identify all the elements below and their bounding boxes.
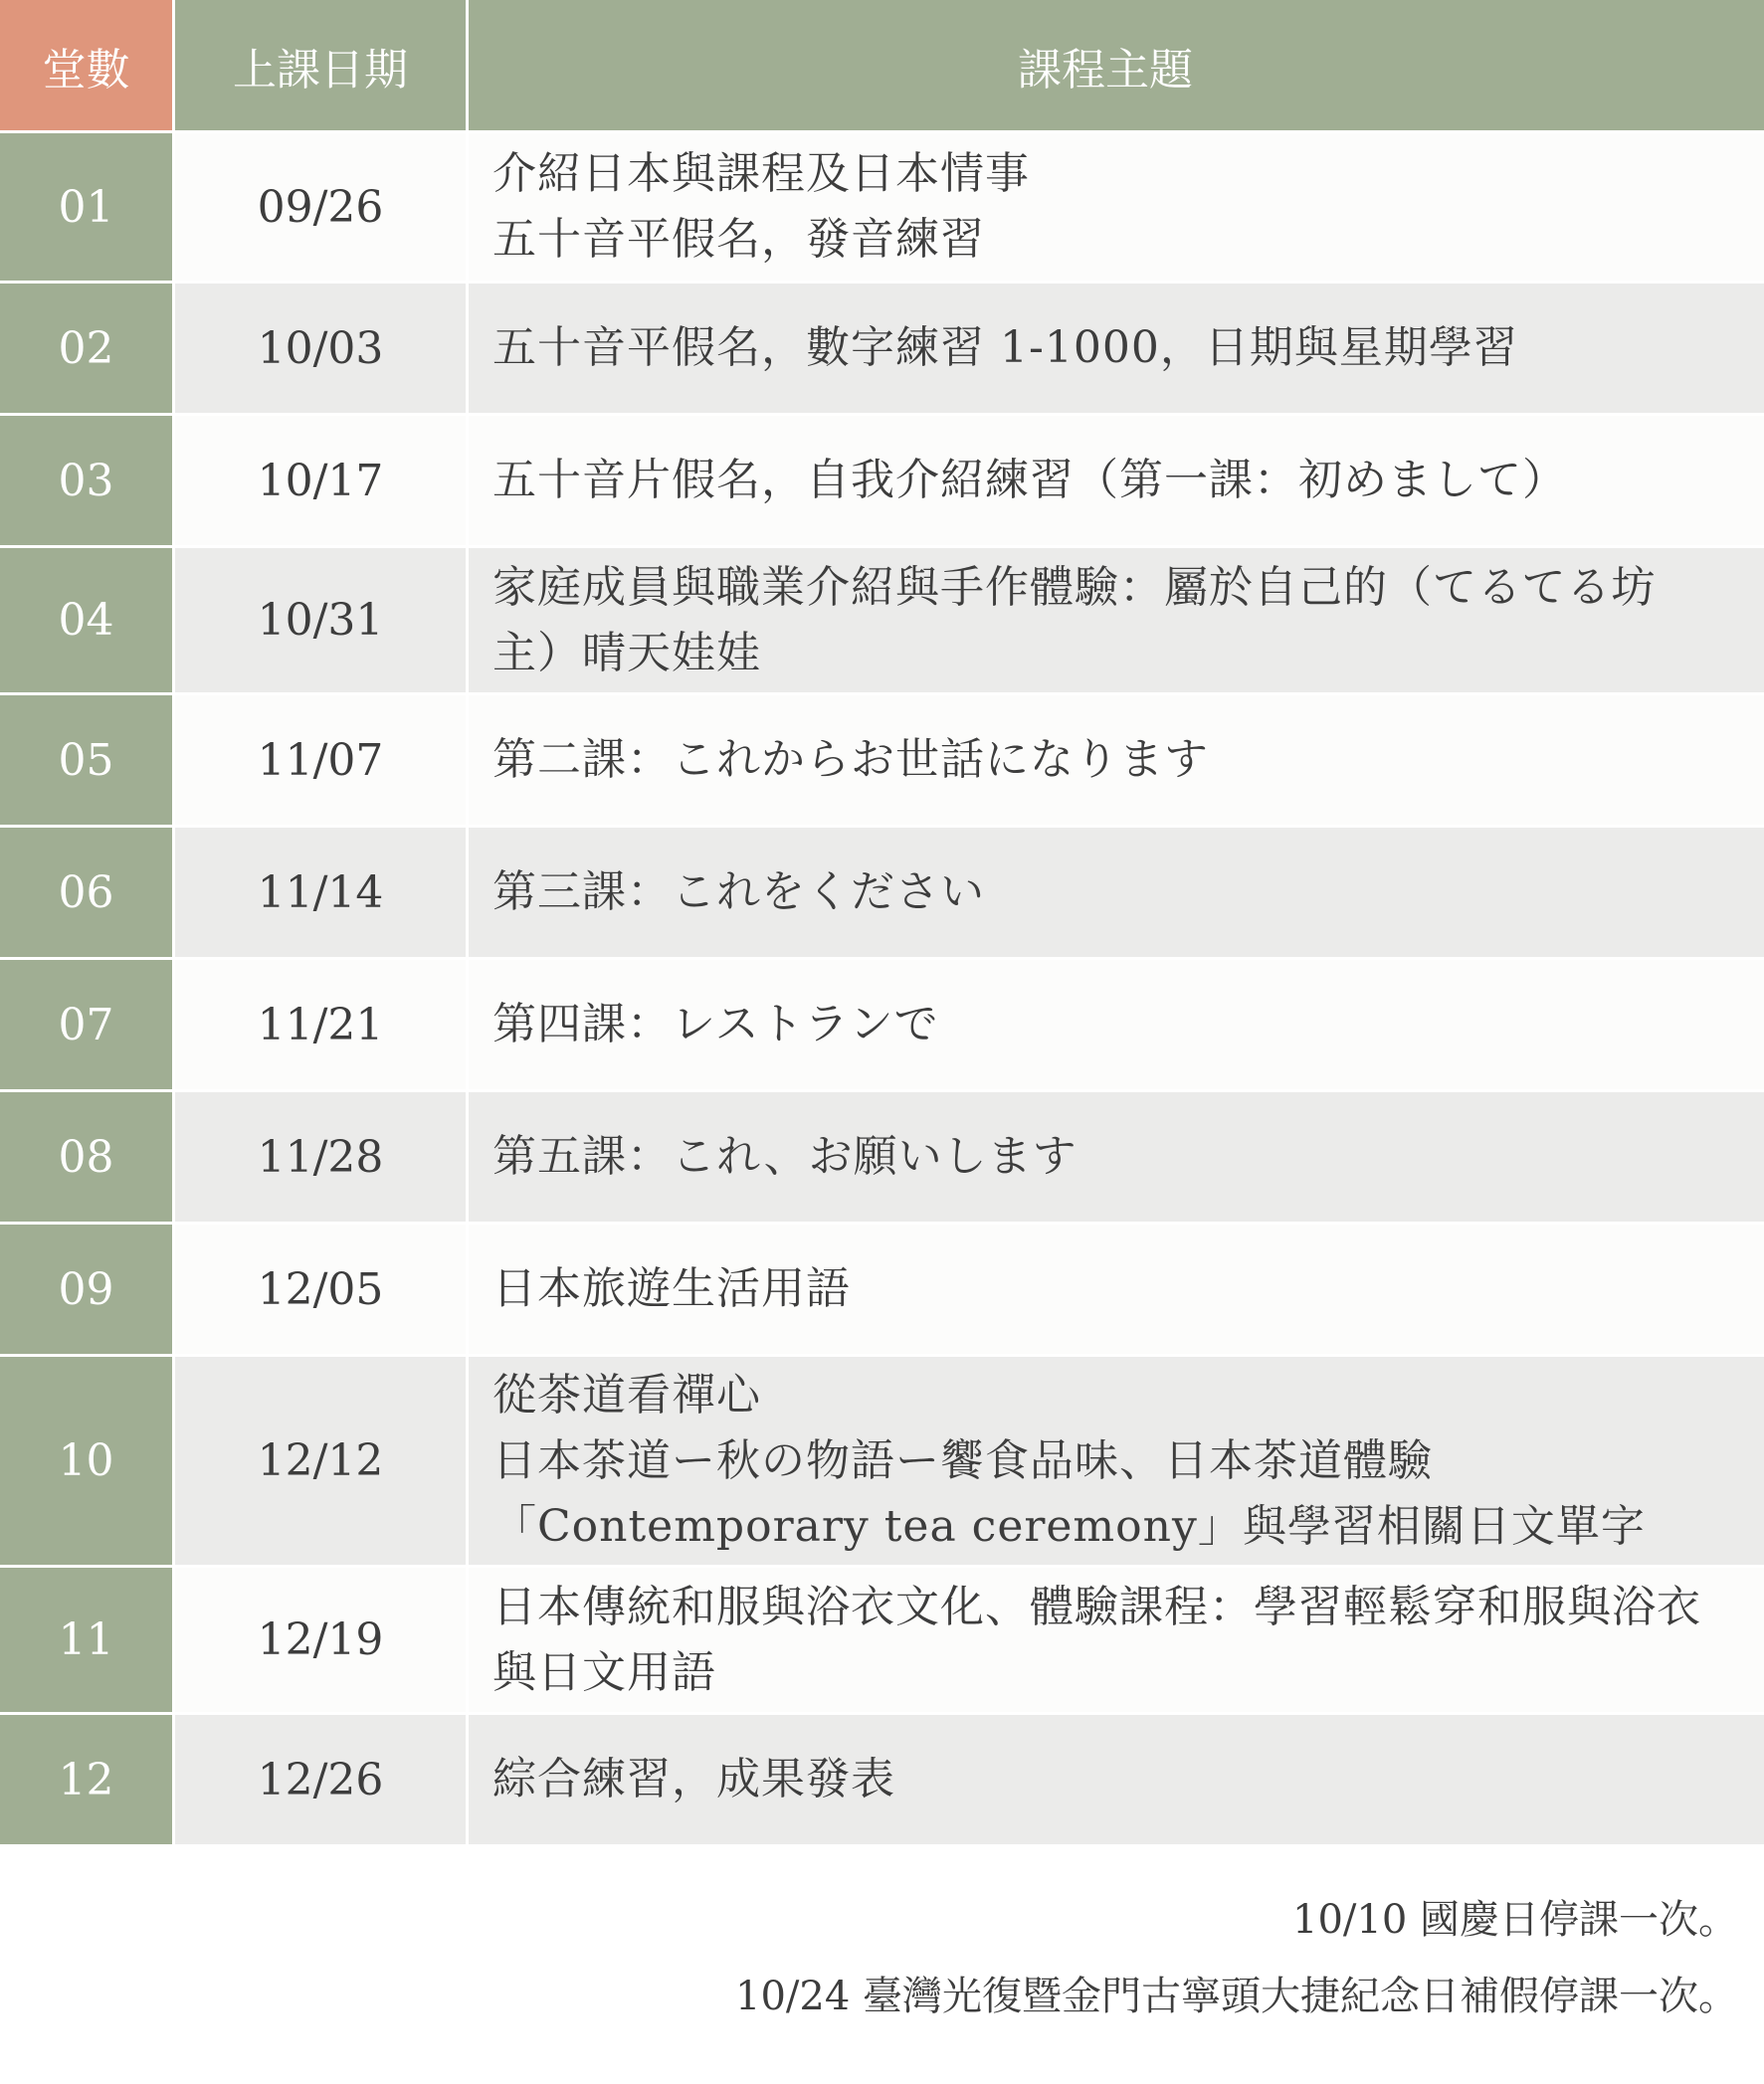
session-number: 11 [0, 1568, 175, 1712]
class-date: 12/05 [175, 1225, 469, 1354]
schedule-notes [735, 1882, 1738, 2035]
course-topic [469, 1092, 1764, 1222]
class-date: 11/28 [175, 1092, 469, 1222]
header-class-date: 上課日期 [175, 0, 469, 130]
course-topic [469, 133, 1764, 281]
course-topic [469, 1225, 1764, 1354]
table-row [0, 957, 1764, 1089]
class-date: 10/17 [175, 416, 469, 545]
header-session-number: 堂數 [0, 0, 175, 130]
topic-line: 家庭成員與職業介紹與手作體驗：屬於自己的（てるてる坊 [492, 561, 1657, 613]
class-date: 10/03 [175, 284, 469, 413]
table-row [0, 1089, 1764, 1222]
class-date: 11/21 [175, 960, 469, 1089]
topic-line: 五十音平假名，發音練習 [492, 214, 985, 265]
session-number: 09 [0, 1225, 175, 1354]
class-date: 09/26 [175, 133, 469, 281]
table-body [0, 130, 1764, 1844]
table-row [0, 545, 1764, 692]
topic-line: 綜合練習，成果發表 [492, 1754, 895, 1804]
topic-line: 從茶道看禪心 [492, 1369, 761, 1421]
topic-line: 五十音平假名，數字練習 1-1000，日期與星期學習 [492, 322, 1518, 373]
topic-line: 日本旅遊生活用語 [492, 1263, 851, 1314]
topic-line: 主）晴天娃娃 [492, 627, 761, 678]
class-date: 12/19 [175, 1568, 469, 1712]
topic-line: 第五課：これ、お願いします [492, 1131, 1078, 1182]
session-number: 07 [0, 960, 175, 1089]
session-number: 01 [0, 133, 175, 281]
course-topic [469, 416, 1764, 545]
class-date: 11/07 [175, 695, 469, 825]
topic-line: 日本傳統和服與浴衣文化、體驗課程：學習輕鬆穿和服與浴衣 [492, 1581, 1701, 1632]
topic-line: 第四課：レストランで [492, 999, 939, 1049]
course-topic [469, 548, 1764, 692]
session-number: 06 [0, 828, 175, 957]
table-row [0, 281, 1764, 413]
table-row [0, 1354, 1764, 1565]
note-line: 10/24 臺灣光復暨金門古寧頭大捷紀念日補假停課一次。 [735, 1974, 1738, 2019]
topic-line: 五十音片假名，自我介紹練習（第一課：初めまして） [492, 455, 1567, 505]
topic-line: 介紹日本與課程及日本情事 [492, 148, 1030, 199]
table-row [0, 413, 1764, 545]
table-row [0, 1565, 1764, 1712]
course-topic [469, 1715, 1764, 1844]
session-number: 08 [0, 1092, 175, 1222]
table-row [0, 1712, 1764, 1844]
class-date: 10/31 [175, 548, 469, 692]
table-row [0, 1222, 1764, 1354]
session-number: 03 [0, 416, 175, 545]
session-number: 02 [0, 284, 175, 413]
course-topic [469, 695, 1764, 825]
topic-line: 第二課：これからお世話になります [492, 734, 1209, 785]
header-course-topic: 課程主題 [1018, 44, 1193, 95]
topic-line: 第三課：これをください [492, 866, 985, 917]
class-date: 12/26 [175, 1715, 469, 1844]
session-number: 04 [0, 548, 175, 692]
table-row [0, 692, 1764, 825]
course-topic [469, 828, 1764, 957]
topic-line: 與日文用語 [492, 1646, 716, 1698]
class-date: 11/14 [175, 828, 469, 957]
class-date: 12/12 [175, 1357, 469, 1565]
table-header [0, 0, 1764, 130]
session-number: 05 [0, 695, 175, 825]
topic-line: 日本茶道ー秋の物語ー饗食品味、日本茶道體驗 [492, 1434, 1433, 1486]
session-number: 12 [0, 1715, 175, 1844]
course-topic [469, 284, 1764, 413]
session-number: 10 [0, 1357, 175, 1565]
course-topic [469, 1568, 1764, 1712]
topic-line: 「Contemporary tea ceremony」與學習相關日文單字 [492, 1500, 1646, 1552]
table-row [0, 825, 1764, 957]
table-row [0, 130, 1764, 281]
course-topic [469, 1357, 1764, 1565]
note-line: 10/10 國慶日停課一次。 [1292, 1897, 1738, 1943]
course-topic [469, 960, 1764, 1089]
